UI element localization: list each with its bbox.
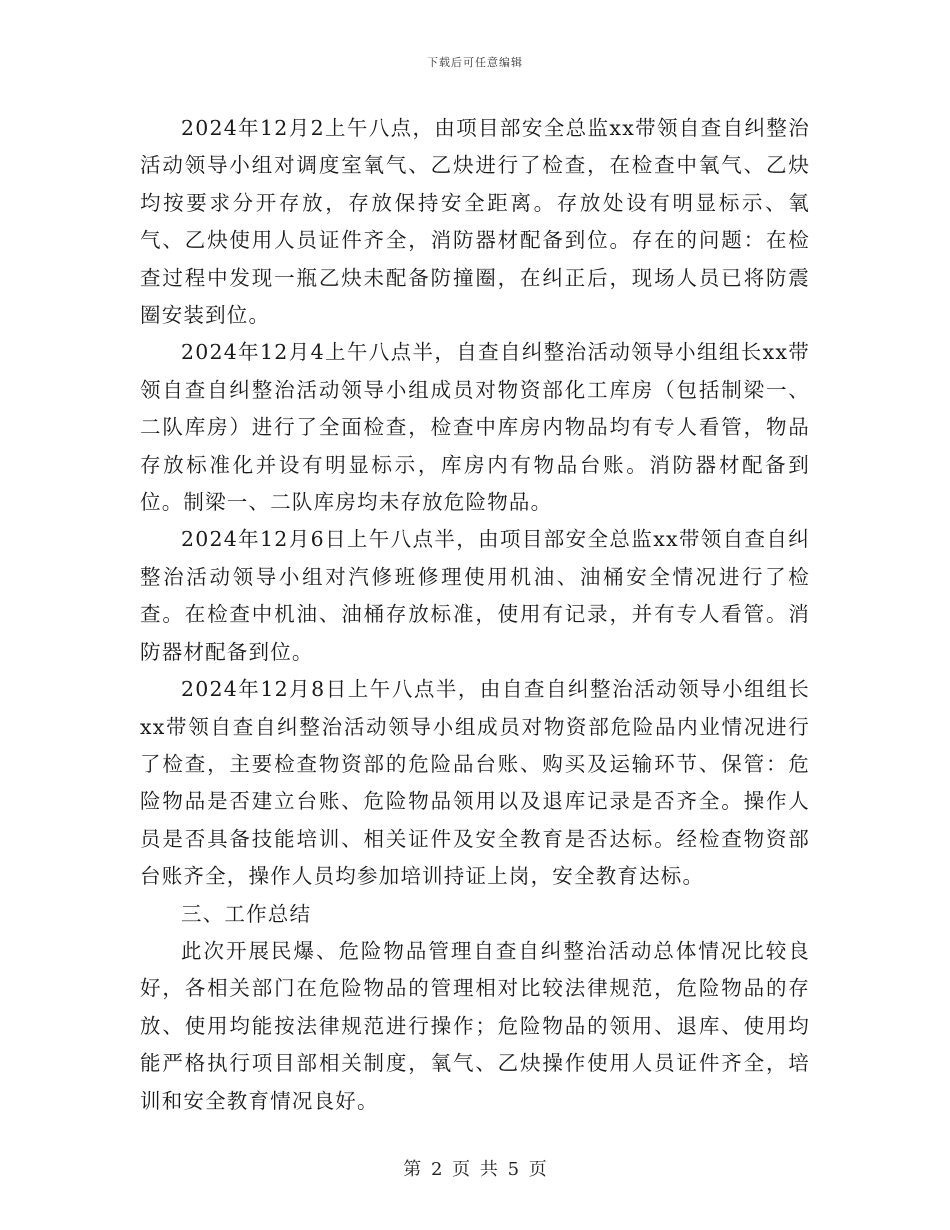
page-number-footer: 第 2 页 共 5 页 bbox=[403, 1159, 547, 1180]
paragraph-work-summary: 此次开展民爆、危险物品管理自查自纠整治活动总体情况比较良好，各相关部门在危险物品的管理相对比较法律规范，危险物品的存放、使用均能按法律规范进行操作；危险物品的领用、退库、使用均能严格执行项目部相关制度，氧气、乙炔操作使用人员证件齐全，培训和安全教育情况良好。 bbox=[140, 938, 810, 1113]
section-heading-work-summary: 三、工作总结 bbox=[181, 901, 312, 926]
paragraph-inspection-dec-2: 2024年12月2上午八点，由项目部安全总监xx带领自查自纠整治活动领导小组对调度室氧气、乙炔进行了检查，在检查中氧气、乙炔均按要求分开存放，存放保持安全距离。存放处设有明显标示、氧气、乙炔使用人员证件齐全，消防器材配备到位。存在的问题：在检查过程中发现一瓶乙炔未配备防撞圈，在纠正后，现场人员已将防震圈安装到位。 bbox=[140, 116, 810, 328]
paragraph-inspection-dec-4: 2024年12月4上午八点半，自查自纠整治活动领导小组组长xx带领自查自纠整治活动领导小组成员对物资部化工库房（包括制梁一、二队库房）进行了全面检查，检查中库房内物品均有专人看管，物品存放标准化并设有明显标示，库房内有物品台账。消防器材配备到位。制梁一、二队库房均未存放危险物品。 bbox=[140, 340, 810, 515]
page-header-note: 下载后可任意编辑 bbox=[427, 56, 523, 69]
paragraph-inspection-dec-8: 2024年12月8日上午八点半，由自查自纠整治活动领导小组组长xx带领自查自纠整治活动领导小组成员对物资部危险品内业情况进行了检查，主要检查物资部的危险品台账、购买及运输环节、保管：危险物品是否建立台账、危险物品领用以及退库记录是否齐全。操作人员是否具备技能培训、相关证件及安全教育是否达标。经检查物资部台账齐全，操作人员均参加培训持证上岗，安全教育达标。 bbox=[140, 677, 810, 889]
document-body bbox=[140, 110, 810, 1120]
paragraph-inspection-dec-6: 2024年12月6日上午八点半，由项目部安全总监xx带领自查自纠整治活动领导小组对汽修班修理使用机油、油桶安全情况进行了检查。在检查中机油、油桶存放标准，使用有记录，并有专人看管。消防器材配备到位。 bbox=[140, 527, 810, 664]
